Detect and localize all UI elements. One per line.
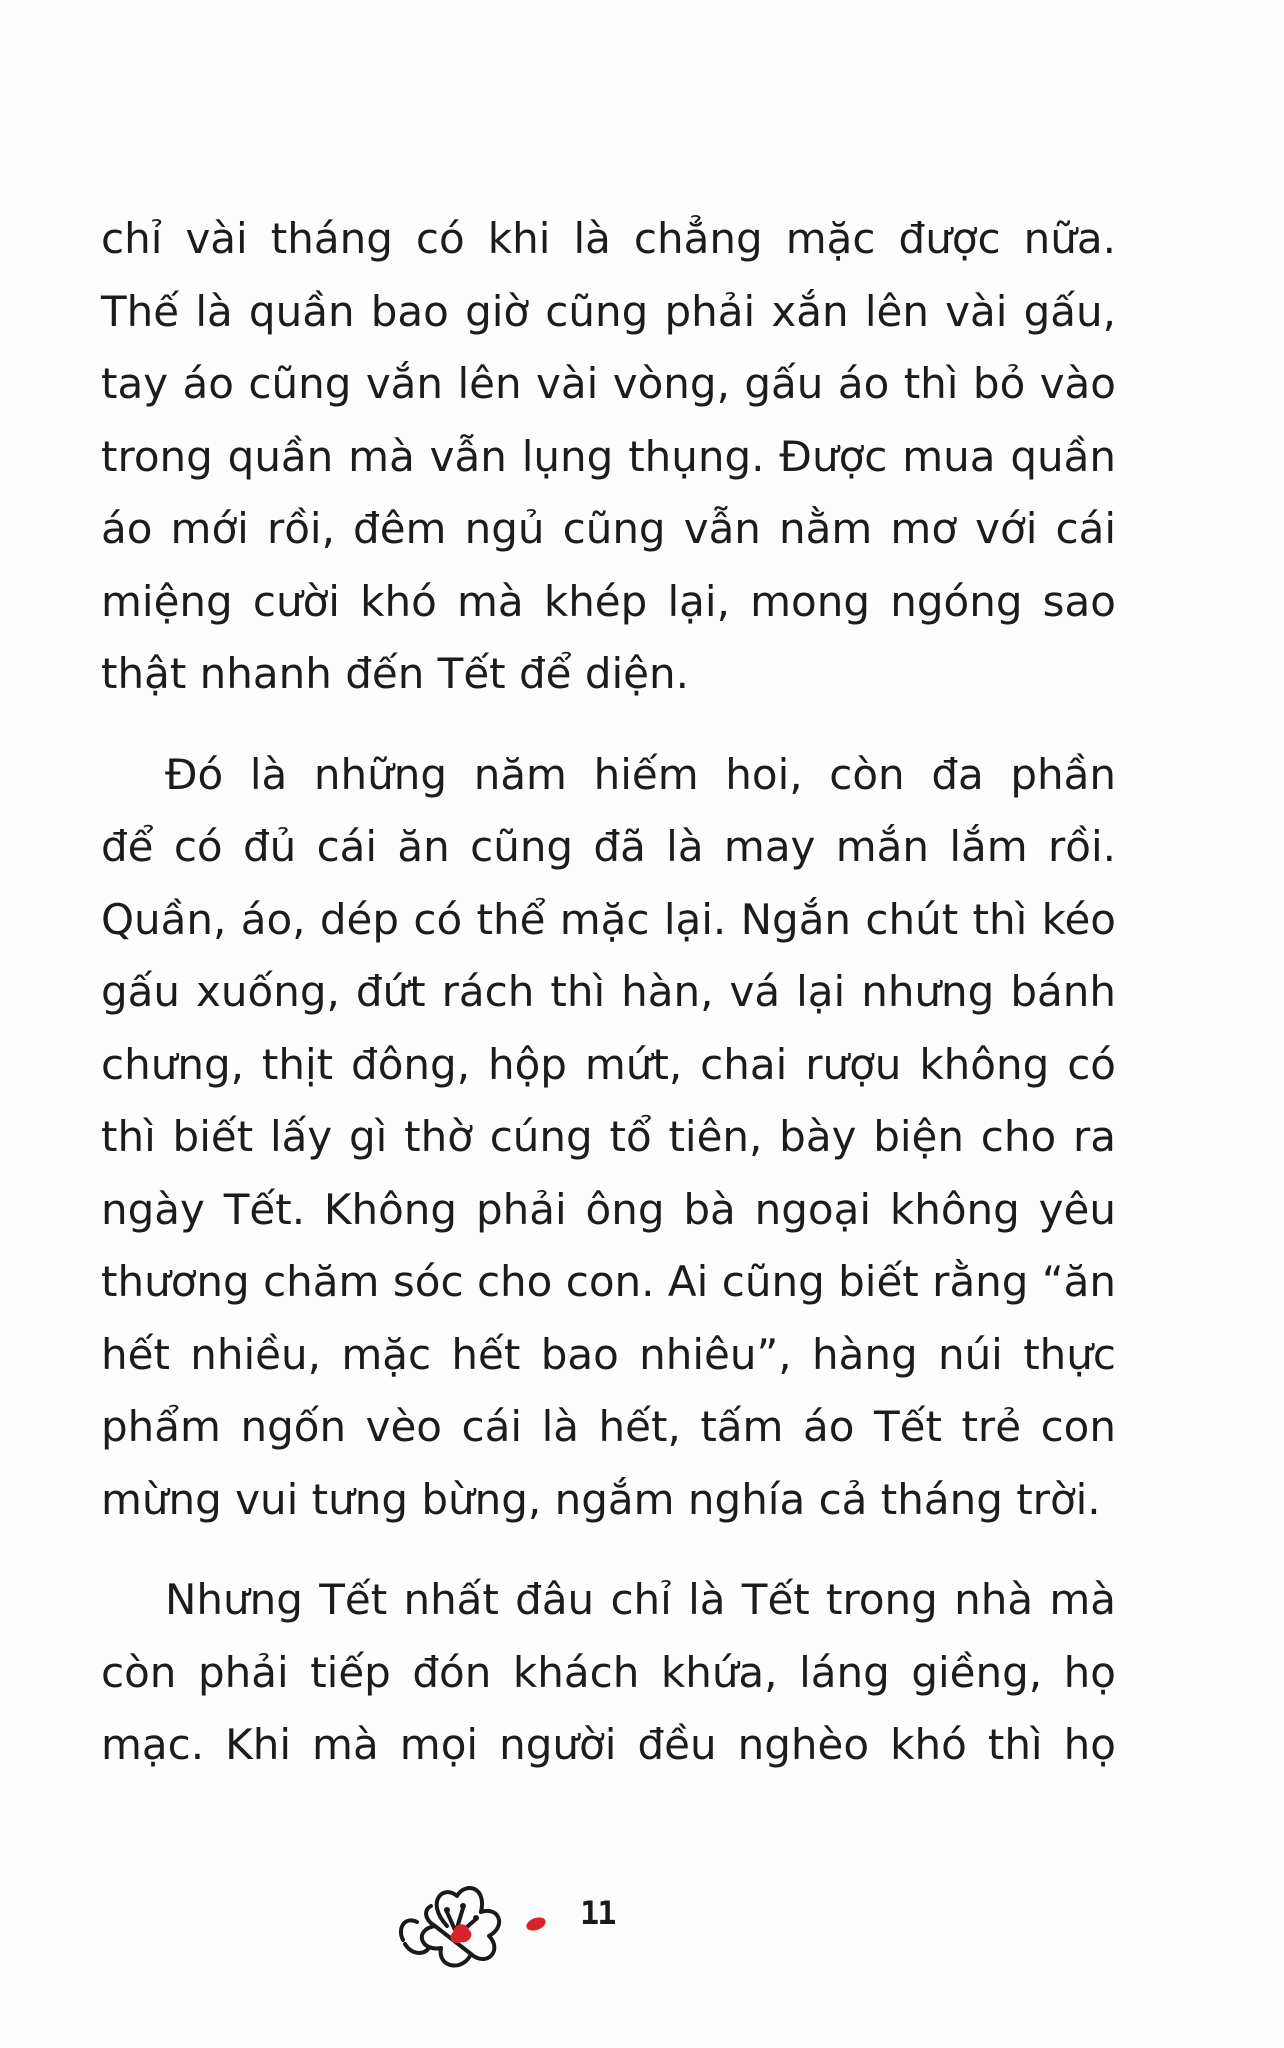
- text-line: chỉ vài tháng có khi là chẳng mặc được nữa.: [101, 214, 1116, 263]
- page-footer: [395, 1872, 635, 1982]
- text-line: Quần, áo, dép có thể mặc lại. Ngắn chút thì kéo: [101, 894, 1116, 944]
- apricot-blossom-icon: [395, 1872, 575, 1982]
- text-line: miệng cười khó mà khép lại, mong ngóng sao: [101, 576, 1116, 626]
- body-text: [101, 203, 1116, 1782]
- text-line: mạc. Khi mà mọi người đều nghèo khó thì họ: [101, 1720, 1116, 1769]
- text-line: áo mới rồi, đêm ngủ cũng vẫn nằm mơ với cái: [101, 504, 1116, 553]
- text-line: phẩm ngốn vèo cái là hết, tấm áo Tết trẻ con: [101, 1402, 1116, 1451]
- paragraph-2: [101, 739, 1116, 1537]
- text-line: hết nhiều, mặc hết bao nhiêu”, hàng núi thực: [101, 1329, 1116, 1379]
- text-line: Đó là những năm hiếm hoi, còn đa phần: [165, 749, 1116, 799]
- paragraph-3: [101, 1564, 1116, 1782]
- text-line: mừng vui tưng bừng, ngắm nghía cả tháng trời.: [101, 1474, 1101, 1524]
- text-line: Thế là quần bao giờ cũng phải xắn lên vài gấu,: [101, 286, 1116, 336]
- text-line: để có đủ cái ăn cũng đã là may mắn lắm rồi.: [101, 822, 1116, 871]
- paragraph-gap: [101, 1536, 1116, 1564]
- page-number: 11: [580, 1894, 615, 1932]
- text-line: thì biết lấy gì thờ cúng tổ tiên, bày biện cho ra: [101, 1112, 1116, 1161]
- text-line: chưng, thịt đông, hộp mứt, chai rượu không có: [101, 1039, 1116, 1089]
- text-line: ngày Tết. Không phải ông bà ngoại không yêu: [101, 1184, 1116, 1234]
- text-line: thương chăm sóc cho con. Ai cũng biết rằng “ăn: [101, 1257, 1116, 1306]
- text-line: tay áo cũng vắn lên vài vòng, gấu áo thì bỏ vào: [101, 359, 1116, 408]
- paragraph-1: [101, 203, 1116, 711]
- text-line: Nhưng Tết nhất đâu chỉ là Tết trong nhà mà: [165, 1575, 1116, 1624]
- text-line: trong quần mà vẫn lụng thụng. Được mua quần: [101, 431, 1116, 481]
- text-line: gấu xuống, đứt rách thì hàn, vá lại nhưng bánh: [101, 967, 1116, 1016]
- text-line: thật nhanh đến Tết để diện.: [101, 649, 689, 698]
- paragraph-gap: [101, 711, 1116, 739]
- text-line: còn phải tiếp đón khách khứa, láng giềng, họ: [101, 1647, 1116, 1697]
